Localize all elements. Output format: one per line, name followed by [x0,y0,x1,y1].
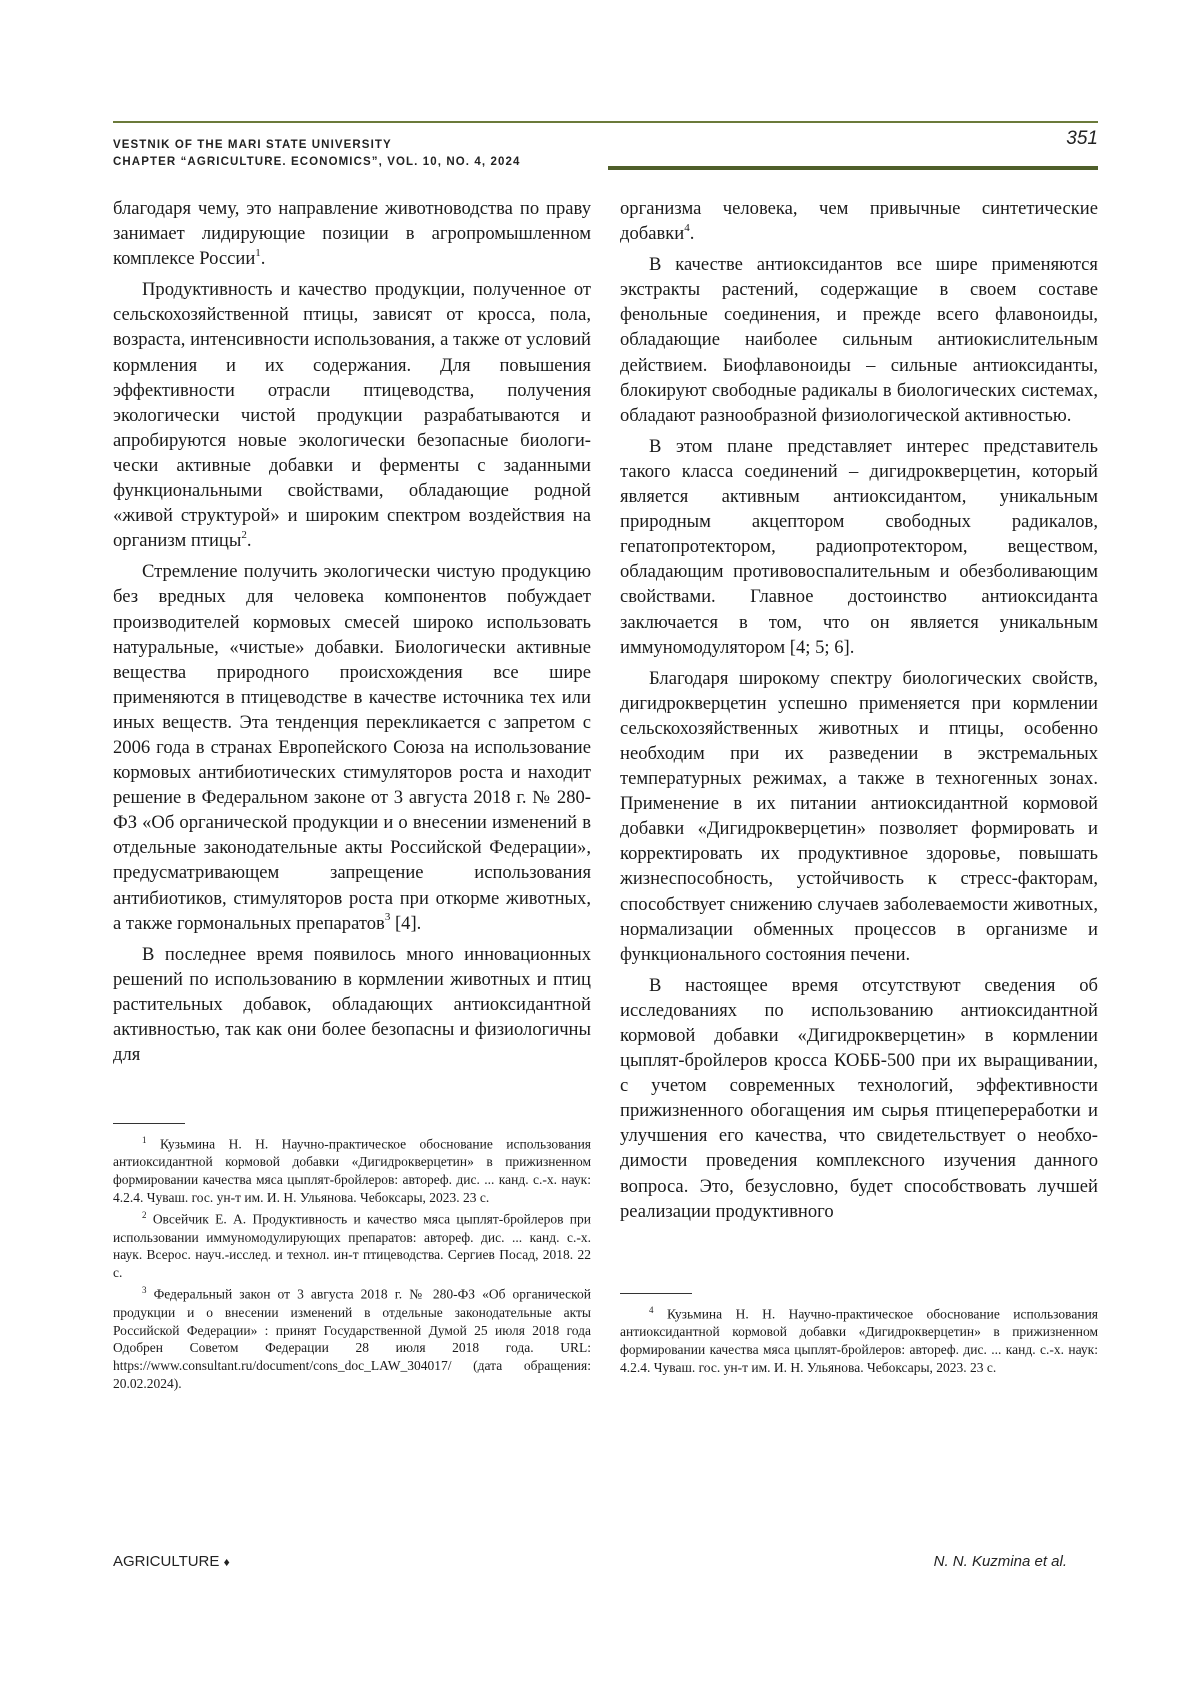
left-footnote-separator [113,1123,185,1124]
footnote-ref[interactable]: 1 [255,247,261,259]
paragraph-text: Продуктивность и качество продукции, полученное от сельскохозяйственной птицы, зависят от кросса, пола, возраста, интенсивности использования, а также от условий кормления и их содержания. Для повышения эффективности отрасли птицеводства, получения экологически чистой продукции разрабатываются и апробируются новые экологически безопасные биологически активные добавки и ферменты с заданными функциональными свойствами, обладающие родной «живой структурой» и широким спектром воздействия на организм птицы [113,279,591,552]
footer-authors: N. N. Kuzmina et al. [933,1553,1067,1570]
right-paragraph [620,973,1098,1224]
right-paragraph [620,196,1098,246]
paragraph-tail: . [689,223,695,245]
journal-title-line1-text: VESTNIK OF THE MARI STATE UNIVERSITY [113,139,392,151]
footnote-ref[interactable]: 3 [384,911,391,924]
footnote-number: 2 [142,1210,147,1221]
diamond-icon: ♦ [223,1555,230,1569]
top-rule [113,121,1098,123]
footnote-ref[interactable]: 2 [241,529,247,542]
footer-section-label: AGRICULTURE [113,1553,220,1570]
footnote-number: 4 [649,1305,654,1315]
journal-title-line2-text: CHAPTER “AGRICULTURE. ECONOMICS”, VOL. 10, NO. 4, 2024 [113,156,521,168]
paragraph-text: В этом плане представляет интерес представитель такого класса соединений – дигидрокверцетин, который является активным антиоксидантом, уникальным природным акцептором свободных радикалов, гепатопротектором, радиопротектором, веществом, обладающим противовоспалительным и обезболивающим свойствами. Главное достоинство антиоксиданта заключается в том, что он является уникальным иммуномодулятором [4; 5; 6]. [620,435,1098,658]
left-paragraph [113,559,591,935]
left-paragraph [113,196,591,271]
footnote-text: Федеральный закон от 3 августа 2018 г. № 280-ФЗ «Об органической продукции и о внесении изменений в отдельные законодательные акты Российской Федерации» : принят Государственной Думой 25 июля 2018 года Одобрен Советом Федерации 28 июля 2018 года. URL: https://www.consultant.ru/document/cons_doc_LAW_304017/ (дата обращения: 20.02.2024). [113,1286,591,1392]
paragraph-text: Благодаря широкому спектру биологических свойств, дигидрокверцетин успешно применяется при кормлении сельскохозяйственных животных и птицы, особенно необходим при их разведении в экстремальных температурных режимах, а также в техногенных зонах. Применение в их питании антиоксидантной кормовой добавки «Дигидрокверцетин» позволяет формировать и корректировать их продуктивное здоровье, повышать жизнеспособность, устойчивость к стресс-факторам, способствует снижению случаев заболеваемости животных, нормализации обменных процессов в организме и функционального состояния печени. [620,667,1098,965]
page-number: 351 [1066,128,1098,149]
paragraph-tail: [4]. [390,912,422,934]
paragraph-text: В последнее время появилось много инновационных решений по использованию в кормлении животных и птиц растительных добавок, обладающих антиоксидантной активностью, так как они более безопасны и физиологичны для [113,943,591,1066]
paragraph-tail: . [260,248,266,270]
left-footnotes [113,1132,591,1393]
left-column [113,196,591,1073]
paragraph-text: организма человека, чем привычные синтетические добавки [620,198,1098,245]
footnote [113,1282,591,1393]
left-paragraph [113,942,591,1067]
right-paragraph [620,666,1098,967]
journal-title [113,137,633,171]
footnote-text: Кузьмина Н. Н. Научно-практическое обоснование использования антиоксидантной кормовой добавки «Дигидрокверцетин» в прижизненном формировании качества мяса цыплят-бройлеров: автореф. дис. ... канд. с.-х. наук: 4.2.4. Чуваш. гос. ун-т им. И. Н. Ульянова. Чебоксары, 2023. 23 с. [113,1136,592,1206]
footnote-number: 1 [142,1135,147,1145]
footnote [113,1207,591,1282]
paragraph-text: В качестве антиоксидантов все шире применяются экстракты растений, содержащие в своем составе фенольные соединения, и прежде всего флавоноиды, обладающие наиболее сильным антиокислительным действием. Биофлавоноиды – сильные антиоксиданты, блокируют свободные радикалы в биологических системах, обладают разнообразной физиологической активностью. [620,254,1098,426]
right-paragraph [620,252,1098,428]
paragraph-text: Стремление получить экологически чистую продукцию без вредных для человека компонентов побуждает производителей кормовых смесей широко использовать натуральные, «чистые» добавки. Биологически активные вещества природного происхождения все шире применяются в птицеводстве в качестве источника тех или иных веществ. Эта тенденция перекликается с запретом с 2006 года в странах Европейского Союза на использование кормовых антибиотических стимуляторов роста и находит решение в Федеральном законе от 3 августа 2018 г. № 280-ФЗ «Об органической продукции и о внесении изменений в отдельные законодательные акты Российской Федерации», предусматривающем запрещение использования антибиотиков, стимуляторов роста при откорме животных, а также гормональных препаратов [113,561,591,934]
footnote [620,1302,1098,1377]
footnote-text: Овсейчик Е. А. Продуктивность и качество мяса цыплят-бройлеров при использовании иммуномодулирующих препаратов: автореф. дис. ... канд. с.-х. наук. Всерос. науч.-исслед. и технол. ин-т птицеводства. Сергиев Посад, 2018. 22 с. [113,1211,591,1281]
journal-title-line1 [113,137,633,154]
footnote [113,1132,591,1207]
footnote-number: 3 [142,1285,147,1296]
header-rule [608,166,1098,170]
right-column [620,196,1098,1230]
journal-title-line2 [113,154,633,171]
footnote-text: Кузьмина Н. Н. Научно-практическое обоснование использования антиоксидантной кормовой добавки «Дигидрокверцетин» в прижизненном формировании качества мяса цыплят-бройлеров: автореф. дис. ... канд. с.-х. наук: 4.2.4. Чуваш. гос. ун-т им. И. Н. Ульянова. Чебоксары, 2023. 23 с. [620,1306,1099,1376]
paragraph-text: В настоящее время отсутствуют сведения об исследованиях по использованию антиоксидантной кормовой добавки «Дигидрокверцетин» в кормлении цыплят-бройлеров кросса КОББ-500 при их выращивании, с учетом современных технологий, эффективности прижизненного обогащения им сырья птицепереработки и улучшения его качества, что свидетельствует о необходимости проведения комплексного изучения данного вопроса. Это, безусловно, будет способствовать лучшей реализации продуктивного [620,974,1098,1222]
right-footnote-separator [620,1293,692,1294]
left-paragraph [113,277,591,553]
right-paragraph [620,434,1098,660]
right-footnotes [620,1302,1098,1377]
paragraph-text: благодаря чему, это направление животноводства по праву занимает лидирующие позиции в агропромышленном комплексе России [113,198,591,270]
footer-section [113,1553,230,1570]
footnote-ref[interactable]: 4 [684,221,690,234]
paragraph-tail: . [246,530,252,552]
